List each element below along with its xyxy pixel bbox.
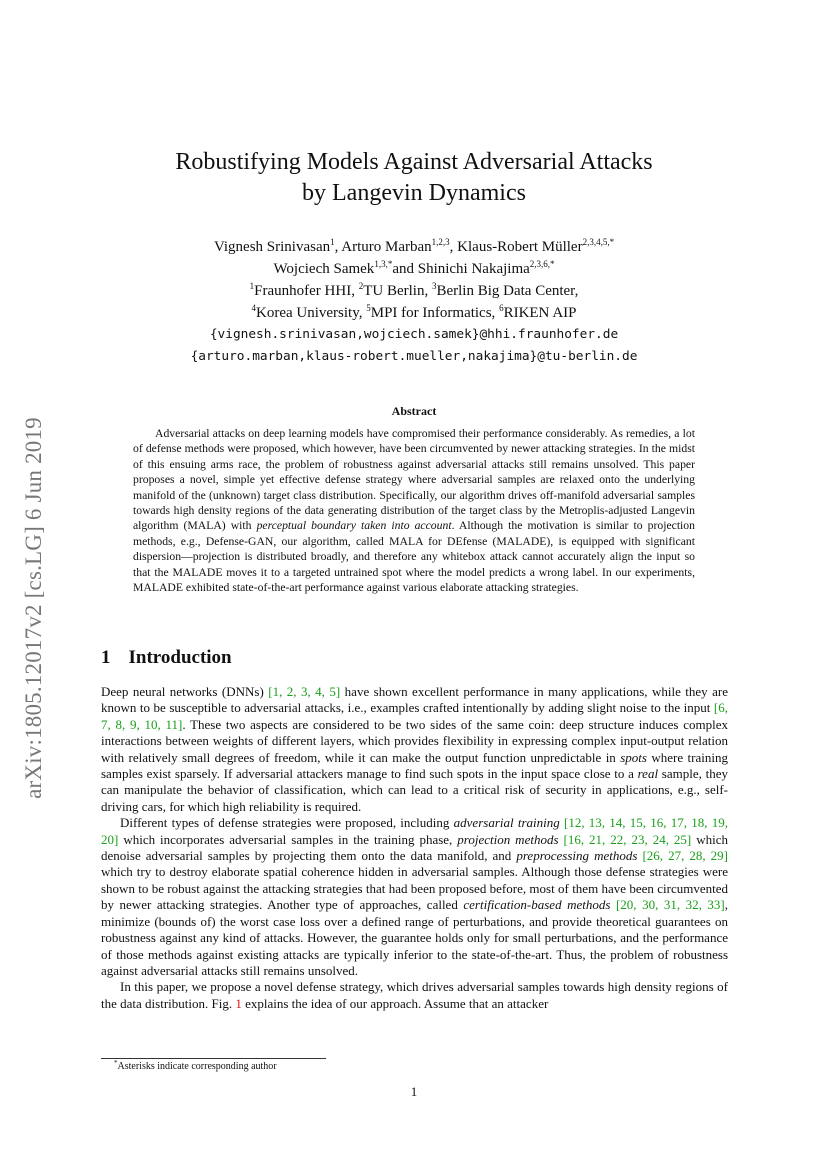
emphasis: projection methods [457, 831, 559, 847]
citation-link[interactable]: [16, 21, 22, 23, 24, 25] [563, 831, 692, 847]
text-run: which incorporates adversarial samples in the training phase, [118, 831, 458, 847]
author-name: and Shinichi Nakajima [392, 261, 530, 277]
title-line-1: Robustifying Models Against Adversarial Attacks [175, 149, 653, 175]
author-affil-mark: 2,3,6,* [529, 259, 555, 269]
abstract-heading: Abstract [391, 404, 437, 418]
footnote-divider [101, 1058, 326, 1059]
text-run: . These two aspects are considered to be two sides of the same coin: deep structure induces complex interactions between weights of different layers, which provides flexibility in expressing complex input-output relation with relatively small degrees of freedom, while it can make the output function unpredictable in [101, 716, 728, 765]
email-line-2: {arturo.marban,klaus-robert.mueller,nakajima}@tu-berlin.de [190, 349, 638, 364]
emphasis: preprocessing methods [516, 848, 638, 864]
footnote-mark: * [114, 1059, 118, 1067]
abstract-segment: Adversarial attacks on deep learning models have compromised their performance considerably. As remedies, a lot of defense methods were proposed, which however, have been circumvented by newer attacking strategies. In the midst of this ensuing arms race, the problem of robustness against adversarial attacks still remains unsolved. This paper proposes a novel, simple yet effective defense strategy where adversarial samples are relaxed onto the underlying manifold of the (unknown) target class distribution. Specifically, our algorithm drives off-manifold adversarial samples towards high density regions of the data generating distribution of the target class by the Metroplis-adjusted Langevin algorithm (MALA) with [133, 427, 695, 533]
author-affil-mark: 1,2,3 [431, 237, 450, 247]
text-run: which denoise adversarial samples by projecting them onto the data manifold, and [101, 831, 728, 864]
text-run: explains the idea of our approach. Assume that an attacker [241, 995, 549, 1011]
text-run: sample, they can manipulate the behavior of classification, which can lead to a critical risk of security in applications, e.g., self-driving cars, for which high reliability is required. [101, 766, 728, 814]
text-run: where training samples exist sparsely. If adversarial attackers manage to find such spots in the input space close to a [101, 749, 728, 782]
text-run: , minimize (bounds of) the worst case loss over a defined range of perturbations, and provide theoretical guarantees on robustness against any kind of attacks. However, the guarantee holds only for small perturbations, and the performance of those methods against existing attacks are typically inferior to the state-of-the-art. Thus, the problem of robustness against adversarial attacks still remains unsolved. [101, 897, 728, 978]
text-run: Deep neural networks (DNNs) [101, 684, 269, 699]
arxiv-sidebar [8, 373, 60, 843]
abstract-segment: . Although the motivation is similar to projection methods, e.g., Defense-GAN, our algorithm, called MALA for DEfense (MALADE), is equipped with significant dispersion—projection is distributed broadly, and therefore any whitebox attack cannot accurately align the input so that the MALADE moves it to a targeted untrained spot where the model predicts a wrong label. In our experiments, MALADE exhibited state-of-the-art performance against various elaborate attacking strategies. [133, 519, 695, 595]
author-affil-mark: 1,3,* [374, 259, 393, 269]
author-name: Vignesh Srinivasan [213, 239, 331, 255]
emphasis: certification-based methods [463, 897, 611, 913]
affiliation-line-2 [100, 302, 728, 324]
author-affil-mark: 1 [330, 237, 335, 247]
text-run: In this paper, we propose a novel defense strategy, which drives adversarial samples towards high density regions of the data distribution. Fig. [101, 979, 728, 1011]
emphasis: real [637, 766, 659, 782]
affiliation: Korea University, [256, 305, 367, 321]
author-line-2 [100, 258, 728, 280]
affiliation-line-1 [100, 280, 728, 302]
intro-paragraph-1 [101, 684, 728, 815]
author-line-1 [100, 236, 728, 258]
author-name: , Klaus-Robert Müller [449, 239, 583, 255]
affil-mark: 1 [249, 281, 255, 291]
affiliation: RIKEN AIP [503, 305, 577, 321]
email-line-1: {vignesh.srinivasan,wojciech.samek}@hhi.fraunhofer.de [209, 327, 619, 342]
author-affil-mark: 2,3,4,5,* [582, 237, 615, 247]
affil-mark: 2 [358, 281, 364, 291]
citation-link[interactable]: [12, 13, 14, 15, 16, 17, 18, 19, 20] [101, 815, 728, 847]
footnote [114, 1061, 277, 1072]
affiliation: MPI for Informatics, [370, 305, 500, 321]
emphasis: spots [620, 749, 647, 765]
title-line-2: by Langevin Dynamics [302, 180, 526, 206]
affiliation: Fraunhofer HHI, [254, 283, 359, 299]
affil-mark: 3 [431, 281, 437, 291]
abstract-text [133, 426, 695, 595]
citation-link[interactable]: [26, 27, 28, 29] [642, 848, 728, 864]
text-run: Different types of defense strategies were proposed, including [120, 815, 454, 831]
author-name: Wojciech Samek [273, 261, 375, 277]
author-name: , Arturo Marban [334, 239, 432, 255]
footnote-text: Asterisks indicate corresponding author [117, 1061, 277, 1072]
page-number: 1 [410, 1084, 418, 1099]
arxiv-identifier: arXiv:1805.12017v2 [cs.LG] 6 Jun 2019 [21, 417, 46, 799]
paper-title [100, 147, 728, 209]
citation-link[interactable]: [20, 30, 31, 32, 33] [615, 897, 725, 913]
affil-mark: 5 [366, 303, 371, 313]
intro-paragraph-3 [101, 979, 728, 1012]
intro-paragraph-2 [101, 815, 728, 979]
affil-mark: 4 [251, 303, 256, 313]
citation-link[interactable]: [6, 7, 8, 9, 10, 11] [101, 700, 728, 732]
affiliation: Berlin Big Data Center, [436, 283, 579, 299]
text-run: have shown excellent performance in many applications, while they are known to be susceptible to adversarial attacks, i.e., examples crafted intentionally by adding slight noise to the input [101, 684, 728, 716]
emphasis: adversarial training [453, 815, 560, 831]
abstract-emphasis: perceptual boundary taken into account [256, 519, 452, 533]
affiliation: TU Berlin, [363, 283, 432, 299]
citation-link[interactable]: [1, 2, 3, 4, 5] [268, 684, 341, 699]
text-run: which try to destroy elaborate spatial coherence hidden in adversarial samples. Although those defense strategies were shown to be robust against the attacking strategies that had been proposed before, most of them have been circumvented by newer attacking strategies. Another type of approaches, called [101, 864, 728, 913]
section-number: 1 [101, 647, 111, 668]
section-heading [101, 647, 232, 669]
figure-ref-link[interactable]: 1 [235, 995, 242, 1011]
affil-mark: 6 [499, 303, 504, 313]
introduction-body [101, 684, 728, 1012]
section-title: Introduction [128, 647, 232, 668]
author-block [100, 236, 728, 368]
